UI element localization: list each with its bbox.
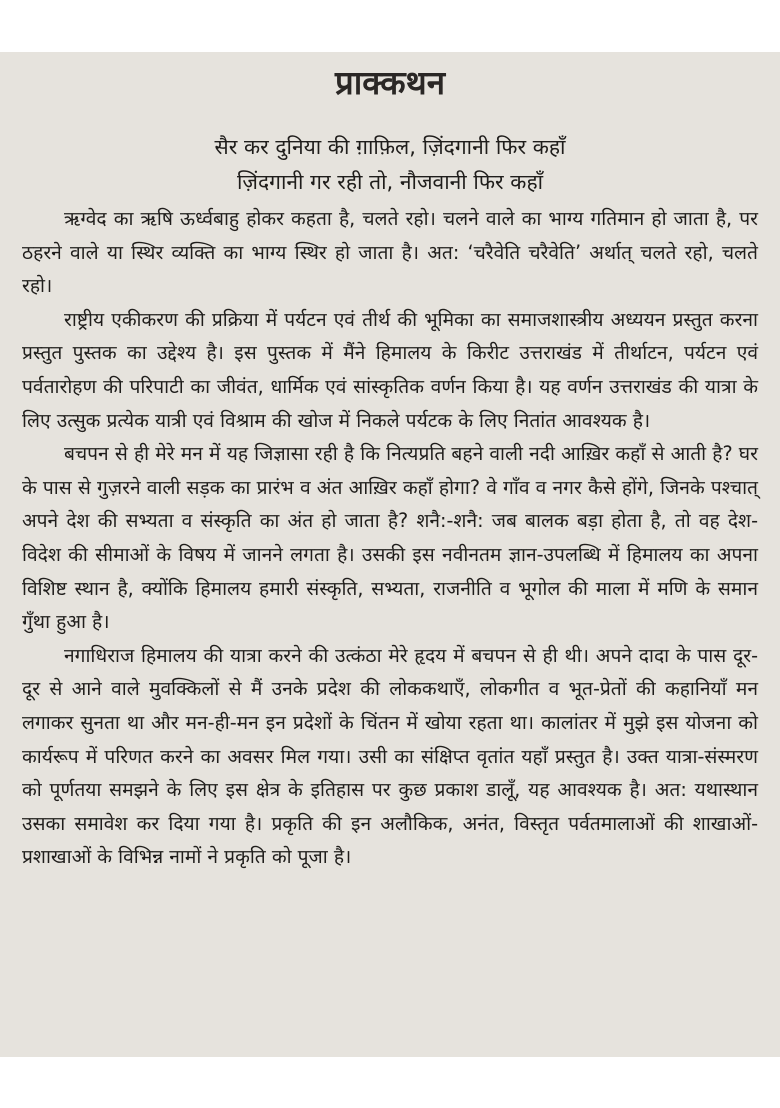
paragraph-1: ऋग्वेद का ऋषि ऊर्ध्वबाहु होकर कहता है, चलते रहो। चलने वाले का भाग्य गतिमान हो जाता है, पर ठहरने वाले या स्थिर व्यक्ति का भाग्य स्थिर हो जाता है। अत: ‘चरैवेति चरैवेति’ अर्थात् चलते रहो, चलते रहो। [22,207,758,298]
page-title: प्राक्कथन [334,63,446,102]
body-text [22,202,758,874]
verse-line-1: सैर कर दुनिया की ग़ाफ़िल, ज़िंदगानी फिर कहाँ [214,135,566,159]
verse-line-2: ज़िंदगानी गर रही तो, नौजवानी फिर कहाँ [236,170,544,194]
paragraph-2: राष्ट्रीय एकीकरण की प्रक्रिया में पर्यटन एवं तीर्थ की भूमिका का समाजशास्त्रीय अध्ययन प्रस्तुत करना प्रस्तुत पुस्तक का उद्देश्य है। इस पुस्तक में मैंने हिमालय के किरीट उत्तराखंड में तीर्थाटन, पर्यटन एवं पर्वतारोहण की परिपाटी का जीवंत, धार्मिक एवं सांस्कृतिक वर्णन किया है। यह वर्णन उत्तराखंड की यात्रा के लिए उत्सुक प्रत्येक यात्री एवं विश्राम की खोज में निकले पर्यटक के लिए नितांत आवश्यक है। [22,307,758,432]
paragraph-4: नगाधिराज हिमालय की यात्रा करने की उत्कंठा मेरे हृदय में बचपन से ही थी। अपने दादा के पास दूर-दूर से आने वाले मुवक्किलों से मैं उनके प्रदेश की लोककथाएँ, लोकगीत व भूत-प्रेतों की कहानियाँ मन लगाकर सुनता था और मन-ही-मन इन प्रदेशों के चिंतन में खोया रहता था। कालांतर में मुझे इस योजना को कार्यरूप में परिणत करने का अवसर मिल गया। उसी का संक्षिप्त वृतांत यहाँ प्रस्तुत है। उक्त यात्रा-संस्मरण को पूर्णतया समझने के लिए इस क्षेत्र के इतिहास पर कुछ प्रकाश डालूँ, यह आवश्यक है। अत: यथास्थान उसका समावेश कर दिया गया है। प्रकृति की इन अलौकिक, अनंत, विस्तृत पर्वतमालाओं की शाखाओं-प्रशाखाओं के विभिन्न नामों ने प्रकृति को पूजा है। [22,643,758,869]
scanned-page [0,52,780,1057]
paragraph-3: बचपन से ही मेरे मन में यह जिज्ञासा रही है कि नित्यप्रति बहने वाली नदी आख़िर कहाँ से आती है? घर के पास से गुज़रने वाली सड़क का प्रारंभ व अंत आख़िर कहाँ होगा? वे गाँव व नगर कैसे होंगे, जिनके पश्चात् अपने देश की सभ्यता व संस्कृति का अंत हो जाता है? शनै:-शनै: जब बालक बड़ा होता है, तो वह देश-विदेश की सीमाओं के विषय में जानने लगता है। उसकी इस नवीनतम ज्ञान-उपलब्धि में हिमालय का अपना विशिष्ट स्थान है, क्योंकि हिमालय हमारी संस्कृति, सभ्यता, राजनीति व भूगोल की माला में मणि के समान गुँथा हुआ है। [22,442,758,634]
